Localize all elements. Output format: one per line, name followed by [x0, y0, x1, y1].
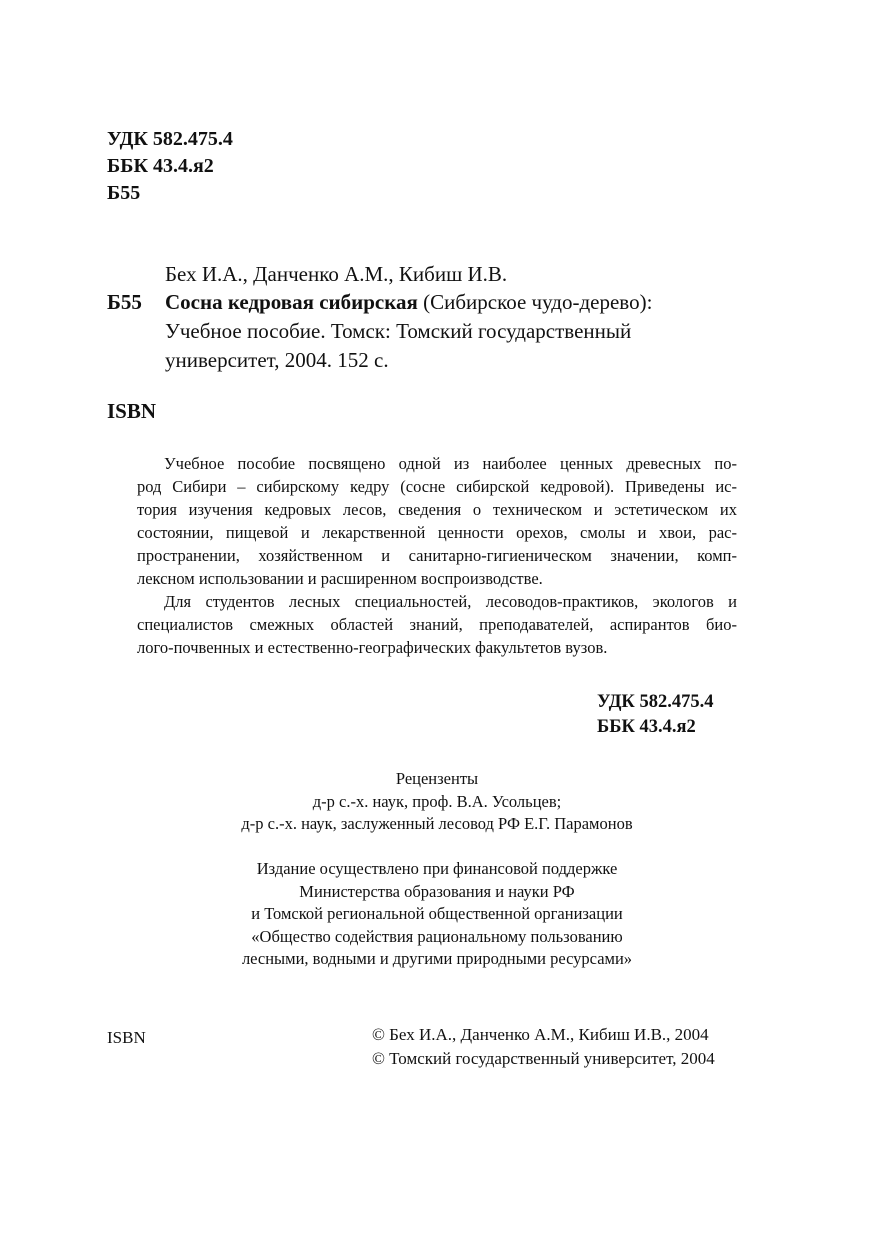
biblio-publisher-line: Учебное пособие. Томск: Томский государственный	[165, 319, 632, 343]
annotation	[137, 452, 737, 659]
reviewers-block	[137, 768, 737, 836]
classification-codes-top	[107, 126, 233, 207]
udk-code: УДК 582.475.4	[597, 692, 714, 712]
support-line: «Общество содействия рациональному пользованию	[251, 926, 623, 946]
annotation-line: тория изучения кедровых лесов, сведения о техническом и эстетическом их	[137, 500, 737, 519]
copyright-authors: © Бех И.А., Данченко А.М., Кибиш И.В., 2004	[372, 1025, 709, 1044]
annotation-line: лексном использовании и расширенном воспроизводстве.	[137, 569, 543, 588]
biblio-authors: Бех И.А., Данченко А.М., Кибиш И.В.	[165, 262, 508, 286]
bbk-code: ББК 43.4.я2	[597, 717, 696, 737]
biblio-year-line: университет, 2004. 152 с.	[165, 348, 389, 372]
copyright-university: © Томский государственный университет, 2004	[372, 1049, 715, 1068]
author-cipher: Б55	[107, 182, 141, 204]
reviewer-entry: д-р с.-х. наук, заслуженный лесовод РФ Е.Г. Парамонов	[241, 814, 633, 833]
annotation-line: Учебное пособие посвящено одной из наиболее ценных древесных по-	[164, 454, 737, 473]
book-title: Сосна кедровая сибирская	[165, 290, 418, 314]
reviewer-entry: д-р с.-х. наук, проф. В.А. Усольцев;	[312, 791, 562, 811]
reviewers-heading: Рецензенты	[395, 769, 479, 788]
classification-codes-bottom	[597, 690, 713, 740]
support-line: и Томской региональной общественной организации	[251, 904, 623, 923]
biblio-cipher: Б55	[107, 290, 142, 314]
udk-code: УДК 582.475.4	[107, 128, 233, 150]
support-line: Издание осуществлено при финансовой поддержке	[256, 859, 618, 878]
copyright-block	[372, 1023, 715, 1071]
biblio-description	[165, 288, 652, 375]
book-subtitle: (Сибирское чудо-дерево):	[417, 290, 653, 314]
annotation-line: специалистов смежных областей знаний, преподавателей, аспирантов био-	[137, 615, 737, 634]
support-block	[137, 858, 737, 971]
annotation-line: пространении, хозяйственном и санитарно-гигиеническом значении, комп-	[137, 546, 737, 565]
annotation-line: состоянии, пищевой и лекарственной ценности орехов, смолы и хвои, рас-	[137, 523, 737, 542]
isbn-heading: ISBN	[107, 399, 157, 423]
biblio-title-line	[165, 288, 652, 317]
support-line: лесными, водными и другими природными ресурсами»	[241, 949, 633, 968]
annotation-line: лого-почвенных и естественно-географических факультетов вузов.	[137, 638, 608, 657]
annotation-line: Для студентов лесных специальностей, лесоводов-практиков, экологов и	[164, 592, 737, 611]
support-line: Министерства образования и науки РФ	[299, 881, 575, 901]
isbn-footer: ISBN	[107, 1028, 146, 1047]
bbk-code: ББК 43.4.я2	[107, 155, 214, 177]
annotation-line: род Сибири – сибирскому кедру (сосне сибирской кедровой). Приведены ис-	[137, 477, 737, 496]
